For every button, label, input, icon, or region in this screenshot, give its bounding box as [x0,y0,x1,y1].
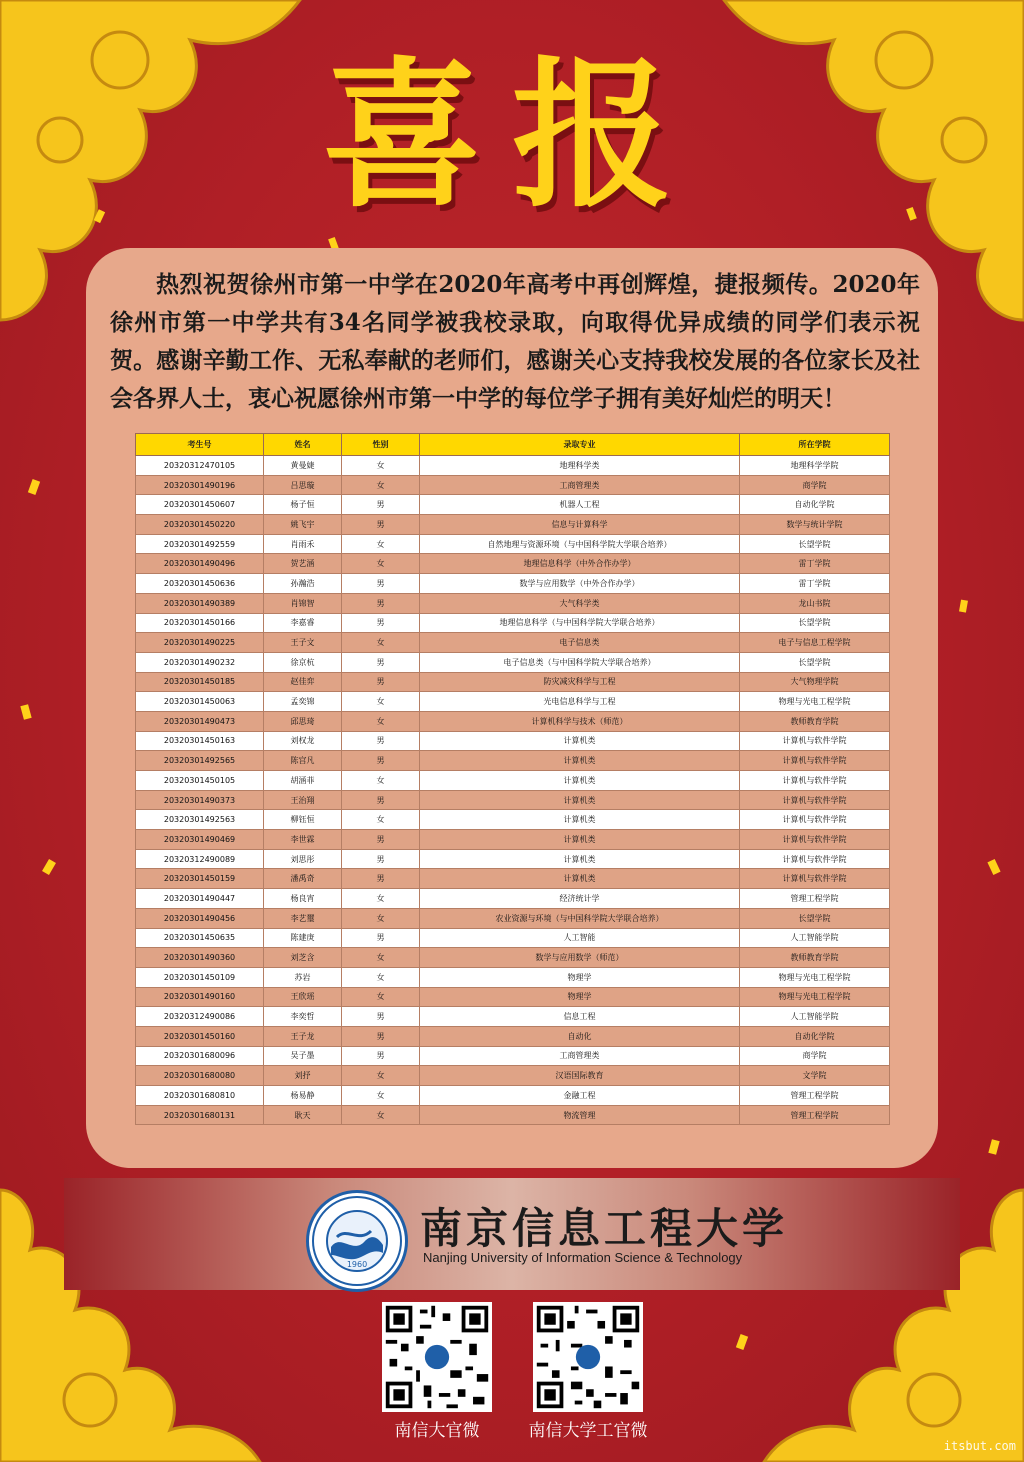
cell-gender: 男 [342,672,420,692]
header-major: 录取专业 [420,434,740,456]
cell-name: 杨良宵 [264,889,342,909]
cell-exam-number: 20320301490196 [136,475,264,495]
header-college: 所在学院 [740,434,890,456]
table-row [136,711,890,731]
cell-college: 龙山书院 [740,593,890,613]
cell-name: 肖雨禾 [264,534,342,554]
cell-major: 光电信息科学与工程 [420,692,740,712]
cell-major: 计算机类 [420,810,740,830]
cell-exam-number: 20320301490232 [136,652,264,672]
cell-major: 机器人工程 [420,495,740,515]
cell-name: 王子文 [264,633,342,653]
cell-name: 杨易静 [264,1086,342,1106]
cell-name: 姚飞宇 [264,515,342,535]
cell-exam-number: 20320301492563 [136,810,264,830]
cell-college: 商学院 [740,475,890,495]
cell-gender: 女 [342,967,420,987]
cell-major: 物理学 [420,987,740,1007]
cell-name: 李嘉睿 [264,613,342,633]
cell-college: 长望学院 [740,613,890,633]
cell-name: 潘禹奇 [264,869,342,889]
cell-exam-number: 20320312490086 [136,1007,264,1027]
cell-college: 计算机与软件学院 [740,849,890,869]
table-row [136,475,890,495]
cell-exam-number: 20320301450159 [136,869,264,889]
cell-name: 吕思璇 [264,475,342,495]
header-name: 姓名 [264,434,342,456]
table-row [136,1046,890,1066]
cell-major: 计算机类 [420,849,740,869]
qr-label-official: 南信大官微 [394,1421,480,1441]
cell-college: 长望学院 [740,534,890,554]
cell-gender: 男 [342,790,420,810]
cell-gender: 女 [342,1086,420,1106]
cell-major: 信息工程 [420,1007,740,1027]
cell-college: 人工智能学院 [740,1007,890,1027]
cell-major: 计算机科学与技术（师范） [420,711,740,731]
table-row [136,692,890,712]
cell-gender: 女 [342,692,420,712]
cell-college: 商学院 [740,1046,890,1066]
cell-major: 计算机类 [420,830,740,850]
cell-name: 柳钰恒 [264,810,342,830]
cell-college: 物理与光电工程学院 [740,967,890,987]
cell-major: 地理科学类 [420,456,740,476]
cell-college: 管理工程学院 [740,889,890,909]
cell-exam-number: 20320301680096 [136,1046,264,1066]
cell-college: 地理科学学院 [740,456,890,476]
table-row [136,869,890,889]
cell-gender: 男 [342,731,420,751]
table-row [136,515,890,535]
table-row [136,593,890,613]
cell-name: 李奕哲 [264,1007,342,1027]
qr-code-student-affairs[interactable] [533,1302,643,1412]
qr-code-icon [533,1302,643,1412]
cell-exam-number: 20320301490373 [136,790,264,810]
watermark: itsbut.com [943,1439,1016,1453]
cell-name: 吴子墨 [264,1046,342,1066]
cell-gender: 男 [342,751,420,771]
cell-college: 管理工程学院 [740,1105,890,1125]
table-row [136,810,890,830]
table-row [136,1007,890,1027]
table-row [136,1105,890,1125]
table-row [136,633,890,653]
table-row [136,987,890,1007]
cell-name: 赵佳弈 [264,672,342,692]
cell-major: 计算机类 [420,869,740,889]
cell-exam-number: 20320312490089 [136,849,264,869]
table-row [136,830,890,850]
logo-year: 1960 [346,1260,368,1269]
cell-college: 计算机与软件学院 [740,790,890,810]
intro-paragraph: 热烈祝贺徐州市第一中学在2020年高考中再创辉煌，捷报频传。2020年徐州市第一中学共有34名同学被我校录取，向取得优异成绩的同学们表示祝贺。感谢辛勤工作、无私奉献的老师们，感谢关心支持我校发展的各位家长及社会各界人士，衷心祝愿徐州市第一中学的每位学子拥有美好灿烂的明天！ [110,271,920,412]
cell-major: 防灾减灾科学与工程 [420,672,740,692]
cell-major: 数学与应用数学（师范） [420,948,740,968]
cell-name: 肖锦智 [264,593,342,613]
table-row [136,908,890,928]
cell-exam-number: 20320301450185 [136,672,264,692]
cell-major: 计算机类 [420,731,740,751]
cell-gender: 男 [342,652,420,672]
table-row [136,1026,890,1046]
cell-major: 数学与应用数学（中外合作办学） [420,574,740,594]
cell-college: 计算机与软件学院 [740,751,890,771]
qr-label-student-affairs: 南信大学工官微 [528,1421,648,1441]
cell-gender: 男 [342,830,420,850]
cell-major: 地理信息科学（与中国科学院大学联合培养） [420,613,740,633]
cell-exam-number: 20320301450163 [136,731,264,751]
cell-college: 雷丁学院 [740,554,890,574]
cell-college: 计算机与软件学院 [740,869,890,889]
cell-gender: 男 [342,515,420,535]
table-row [136,889,890,909]
qr-code-icon [382,1302,492,1412]
table-row [136,574,890,594]
table-row [136,456,890,476]
cell-gender: 女 [342,554,420,574]
cell-name: 王欣瑶 [264,987,342,1007]
cell-college: 长望学院 [740,652,890,672]
cell-college: 数学与统计学院 [740,515,890,535]
cell-gender: 女 [342,810,420,830]
cell-gender: 男 [342,869,420,889]
cell-name: 刘权龙 [264,731,342,751]
cell-name: 孟奕锦 [264,692,342,712]
cell-gender: 男 [342,495,420,515]
cell-name: 王治翔 [264,790,342,810]
cell-name: 刘芝含 [264,948,342,968]
cell-college: 物理与光电工程学院 [740,692,890,712]
cell-exam-number: 20320301450166 [136,613,264,633]
cell-college: 教师教育学院 [740,711,890,731]
cell-name: 孙瀚浩 [264,574,342,594]
cell-gender: 女 [342,475,420,495]
table-row [136,790,890,810]
cell-gender: 男 [342,574,420,594]
cell-college: 计算机与软件学院 [740,810,890,830]
cell-major: 计算机类 [420,790,740,810]
cell-exam-number: 20320301680080 [136,1066,264,1086]
cell-exam-number: 20320301490225 [136,633,264,653]
cell-college: 大气物理学院 [740,672,890,692]
table-row [136,534,890,554]
cell-exam-number: 20320312470105 [136,456,264,476]
cell-gender: 男 [342,849,420,869]
cell-name: 徐京杭 [264,652,342,672]
table-row [136,495,890,515]
cell-name: 苏岩 [264,967,342,987]
table-header-row [136,434,890,456]
cell-gender: 女 [342,908,420,928]
cell-name: 陈建庚 [264,928,342,948]
table-row [136,1086,890,1106]
cell-exam-number: 20320301450635 [136,928,264,948]
cell-major: 农业资源与环境（与中国科学院大学联合培养） [420,908,740,928]
cell-gender: 女 [342,1066,420,1086]
university-seal-icon [309,1193,405,1289]
cell-name: 王子龙 [264,1026,342,1046]
cell-name: 邱思琦 [264,711,342,731]
cell-college: 人工智能学院 [740,928,890,948]
cell-name: 李艺璽 [264,908,342,928]
cell-major: 地理信息科学（中外合作办学） [420,554,740,574]
table-row [136,652,890,672]
cell-major: 人工智能 [420,928,740,948]
table-row [136,948,890,968]
table-row [136,613,890,633]
cell-college: 长望学院 [740,908,890,928]
cell-college: 自动化学院 [740,1026,890,1046]
cell-gender: 女 [342,987,420,1007]
cell-major: 自动化 [420,1026,740,1046]
cell-gender: 男 [342,613,420,633]
table-row [136,849,890,869]
table-row [136,672,890,692]
cell-major: 计算机类 [420,751,740,771]
university-logo [306,1190,408,1292]
cell-major: 物流管理 [420,1105,740,1125]
header-exam-number: 考生号 [136,434,264,456]
cell-exam-number: 20320301450105 [136,771,264,791]
admission-table [135,433,890,1125]
cell-exam-number: 20320301490160 [136,987,264,1007]
cell-exam-number: 20320301680810 [136,1086,264,1106]
cell-gender: 男 [342,1007,420,1027]
cell-exam-number: 20320301490469 [136,830,264,850]
cell-exam-number: 20320301490473 [136,711,264,731]
cell-major: 大气科学类 [420,593,740,613]
university-name-english: Nanjing University of Information Science & Technology [423,1250,743,1265]
cell-exam-number: 20320301492565 [136,751,264,771]
cell-major: 自然地理与资源环境（与中国科学院大学联合培养） [420,534,740,554]
table-row [136,771,890,791]
cell-college: 管理工程学院 [740,1086,890,1106]
cell-exam-number: 20320301680131 [136,1105,264,1125]
cell-name: 胡涵菲 [264,771,342,791]
cell-gender: 男 [342,593,420,613]
cell-gender: 男 [342,1046,420,1066]
table-row [136,731,890,751]
cell-major: 物理学 [420,967,740,987]
cell-college: 计算机与软件学院 [740,731,890,751]
cell-major: 信息与计算科学 [420,515,740,535]
cell-exam-number: 20320301450063 [136,692,264,712]
cell-college: 计算机与软件学院 [740,771,890,791]
table-row [136,928,890,948]
cell-exam-number: 20320301490389 [136,593,264,613]
cell-name: 刘抒 [264,1066,342,1086]
cell-college: 自动化学院 [740,495,890,515]
cell-major: 汉语国际教育 [420,1066,740,1086]
cell-major: 金融工程 [420,1086,740,1106]
cell-name: 黄曼婕 [264,456,342,476]
headline: 喜报 [321,41,702,229]
cell-name: 陈宫凡 [264,751,342,771]
cell-gender: 女 [342,889,420,909]
cell-name: 贺艺涵 [264,554,342,574]
table-row [136,1066,890,1086]
cell-major: 经济统计学 [420,889,740,909]
cell-major: 工商管理类 [420,475,740,495]
cell-gender: 女 [342,948,420,968]
cell-exam-number: 20320301450160 [136,1026,264,1046]
cell-name: 刘思彤 [264,849,342,869]
cell-gender: 女 [342,1105,420,1125]
cell-name: 耿天 [264,1105,342,1125]
cell-exam-number: 20320301490360 [136,948,264,968]
cell-exam-number: 20320301450636 [136,574,264,594]
cell-gender: 男 [342,1026,420,1046]
cell-exam-number: 20320301450607 [136,495,264,515]
table-body [136,456,890,1125]
cell-gender: 女 [342,456,420,476]
cell-college: 文学院 [740,1066,890,1086]
table-row [136,967,890,987]
cell-exam-number: 20320301490456 [136,908,264,928]
cell-major: 计算机类 [420,771,740,791]
cell-college: 计算机与软件学院 [740,830,890,850]
cell-major: 电子信息类（与中国科学院大学联合培养） [420,652,740,672]
qr-code-official[interactable] [382,1302,492,1412]
cell-major: 工商管理类 [420,1046,740,1066]
header-gender: 性别 [342,434,420,456]
cell-exam-number: 20320301492559 [136,534,264,554]
cell-exam-number: 20320301450109 [136,967,264,987]
cell-exam-number: 20320301490496 [136,554,264,574]
cell-exam-number: 20320301450220 [136,515,264,535]
cell-gender: 女 [342,534,420,554]
cell-college: 物理与光电工程学院 [740,987,890,1007]
university-name-chinese: 南京信息工程大学 [420,1204,789,1253]
cell-gender: 女 [342,633,420,653]
cell-college: 雷丁学院 [740,574,890,594]
cell-gender: 女 [342,711,420,731]
table-row [136,751,890,771]
cell-college: 教师教育学院 [740,948,890,968]
cell-gender: 男 [342,928,420,948]
cell-college: 电子与信息工程学院 [740,633,890,653]
cell-gender: 女 [342,771,420,791]
cell-name: 杨子恒 [264,495,342,515]
cell-exam-number: 20320301490447 [136,889,264,909]
table-row [136,554,890,574]
cell-name: 李世霖 [264,830,342,850]
cell-major: 电子信息类 [420,633,740,653]
